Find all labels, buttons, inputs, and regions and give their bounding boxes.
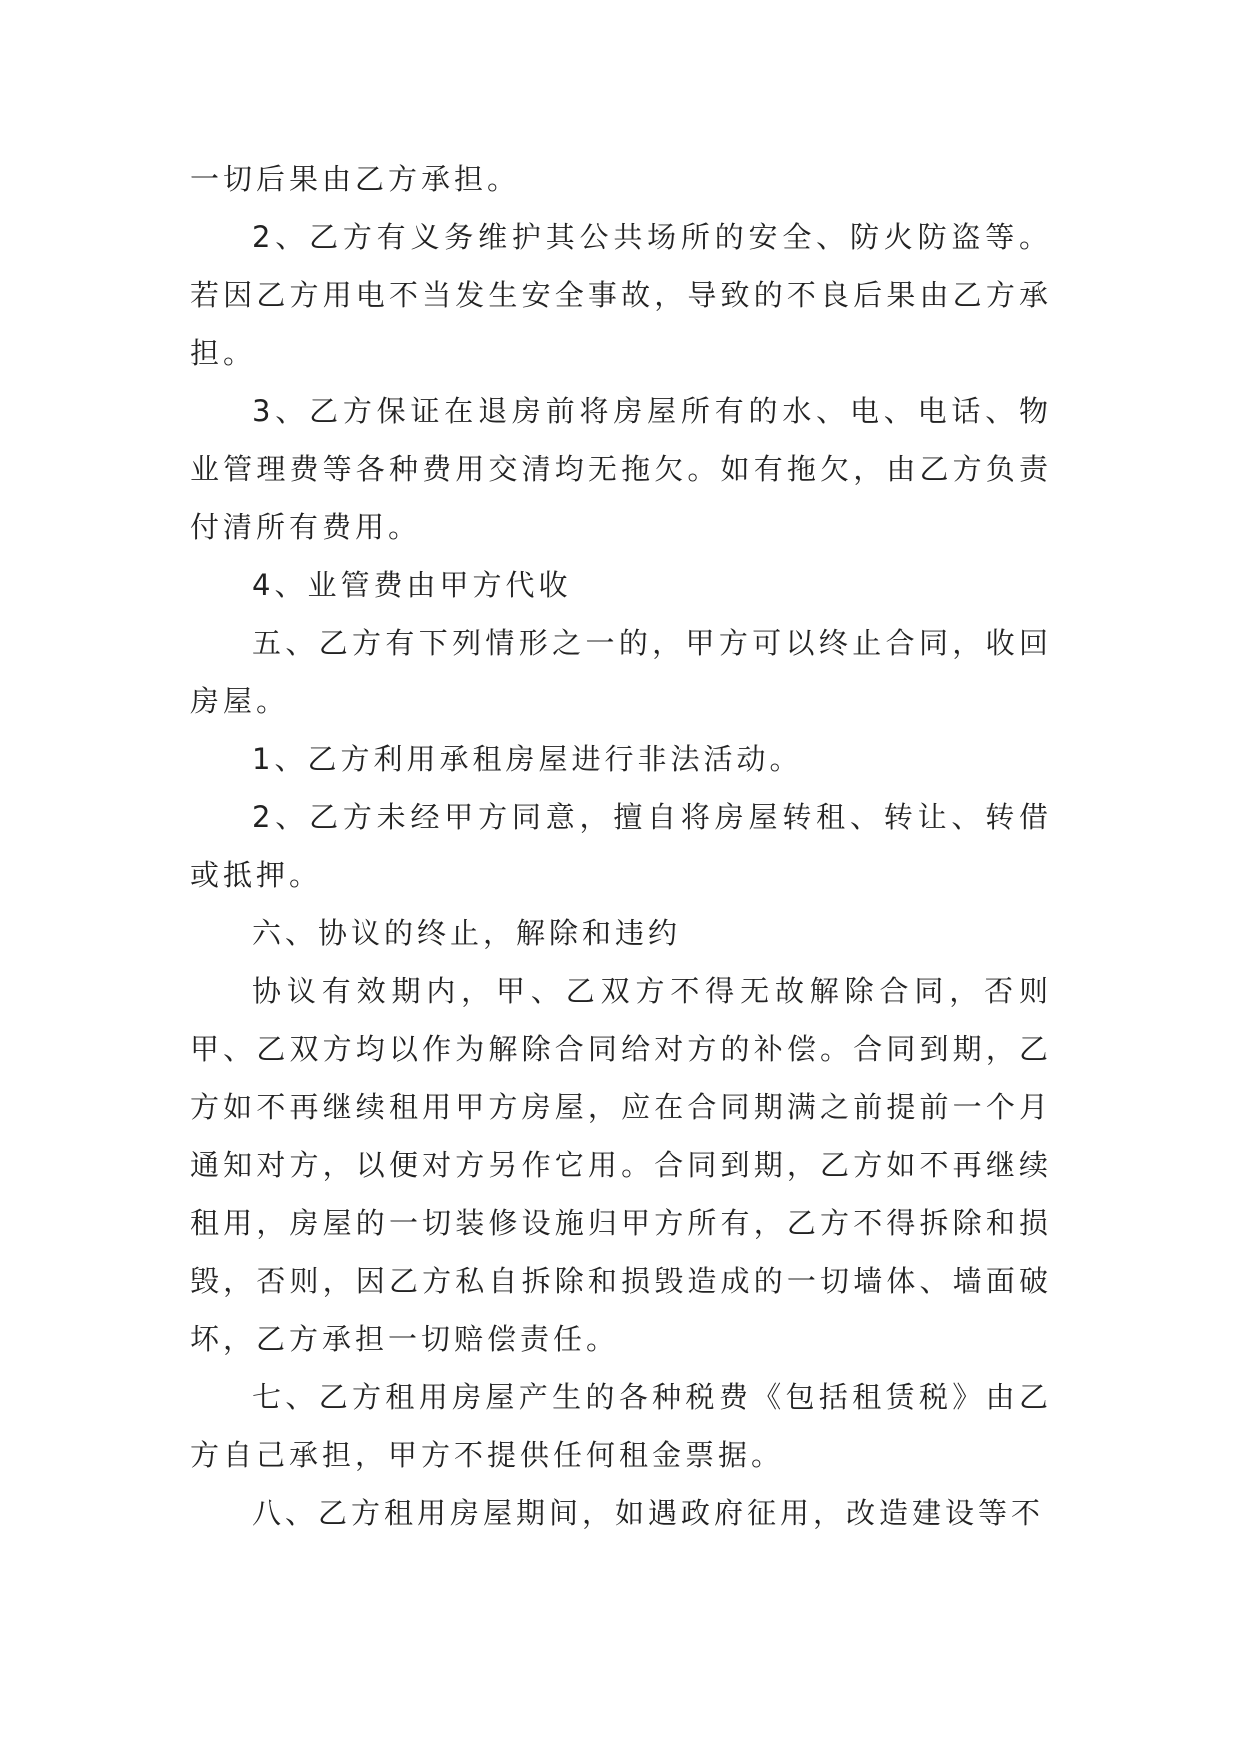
paragraph-section-7: 七、乙方租用房屋产生的各种税费《包括租赁税》由乙方自己承担，甲方不提供任何租金票据。 [190,1380,1052,1472]
paragraph-section-8: 八、乙方租用房屋期间，如遇政府征用，改造建设等不 [252,1496,1045,1530]
document-body [190,150,1052,1542]
paragraph-section-5: 五、乙方有下列情形之一的，甲方可以终止合同，收回房屋。 [190,626,1052,718]
paragraph-clause-4-3: 3、乙方保证在退房前将房屋所有的水、电、电话、物业管理费等各种费用交清均无拖欠。如有拖欠，由乙方负责付清所有费用。 [190,394,1052,544]
paragraph-clause-5-2: 2、乙方未经甲方同意，擅自将房屋转租、转让、转借或抵押。 [190,800,1052,892]
paragraph-section-6-body: 协议有效期内，甲、乙双方不得无故解除合同，否则甲、乙双方均以作为解除合同给对方的补偿。合同到期，乙方如不再继续租用甲方房屋，应在合同期满之前提前一个月通知对方，以便对方另作它用。合同到期，乙方如不再继续租用，房屋的一切装修设施归甲方所有，乙方不得拆除和损毁，否则，因乙方私自拆除和损毁造成的一切墙体、墙面破坏，乙方承担一切赔偿责任。 [190,974,1052,1356]
paragraph-clause-4-4: 4、业管费由甲方代收 [252,568,572,602]
paragraph-continuation: 一切后果由乙方承担。 [190,162,521,196]
paragraph-clause-5-1: 1、乙方利用承租房屋进行非法活动。 [252,742,803,776]
paragraph-section-6-heading: 六、协议的终止，解除和违约 [252,916,682,950]
paragraph-clause-4-2: 2、乙方有义务维护其公共场所的安全、防火防盗等。若因乙方用电不当发生安全事故，导致的不良后果由乙方承担。 [190,220,1052,370]
